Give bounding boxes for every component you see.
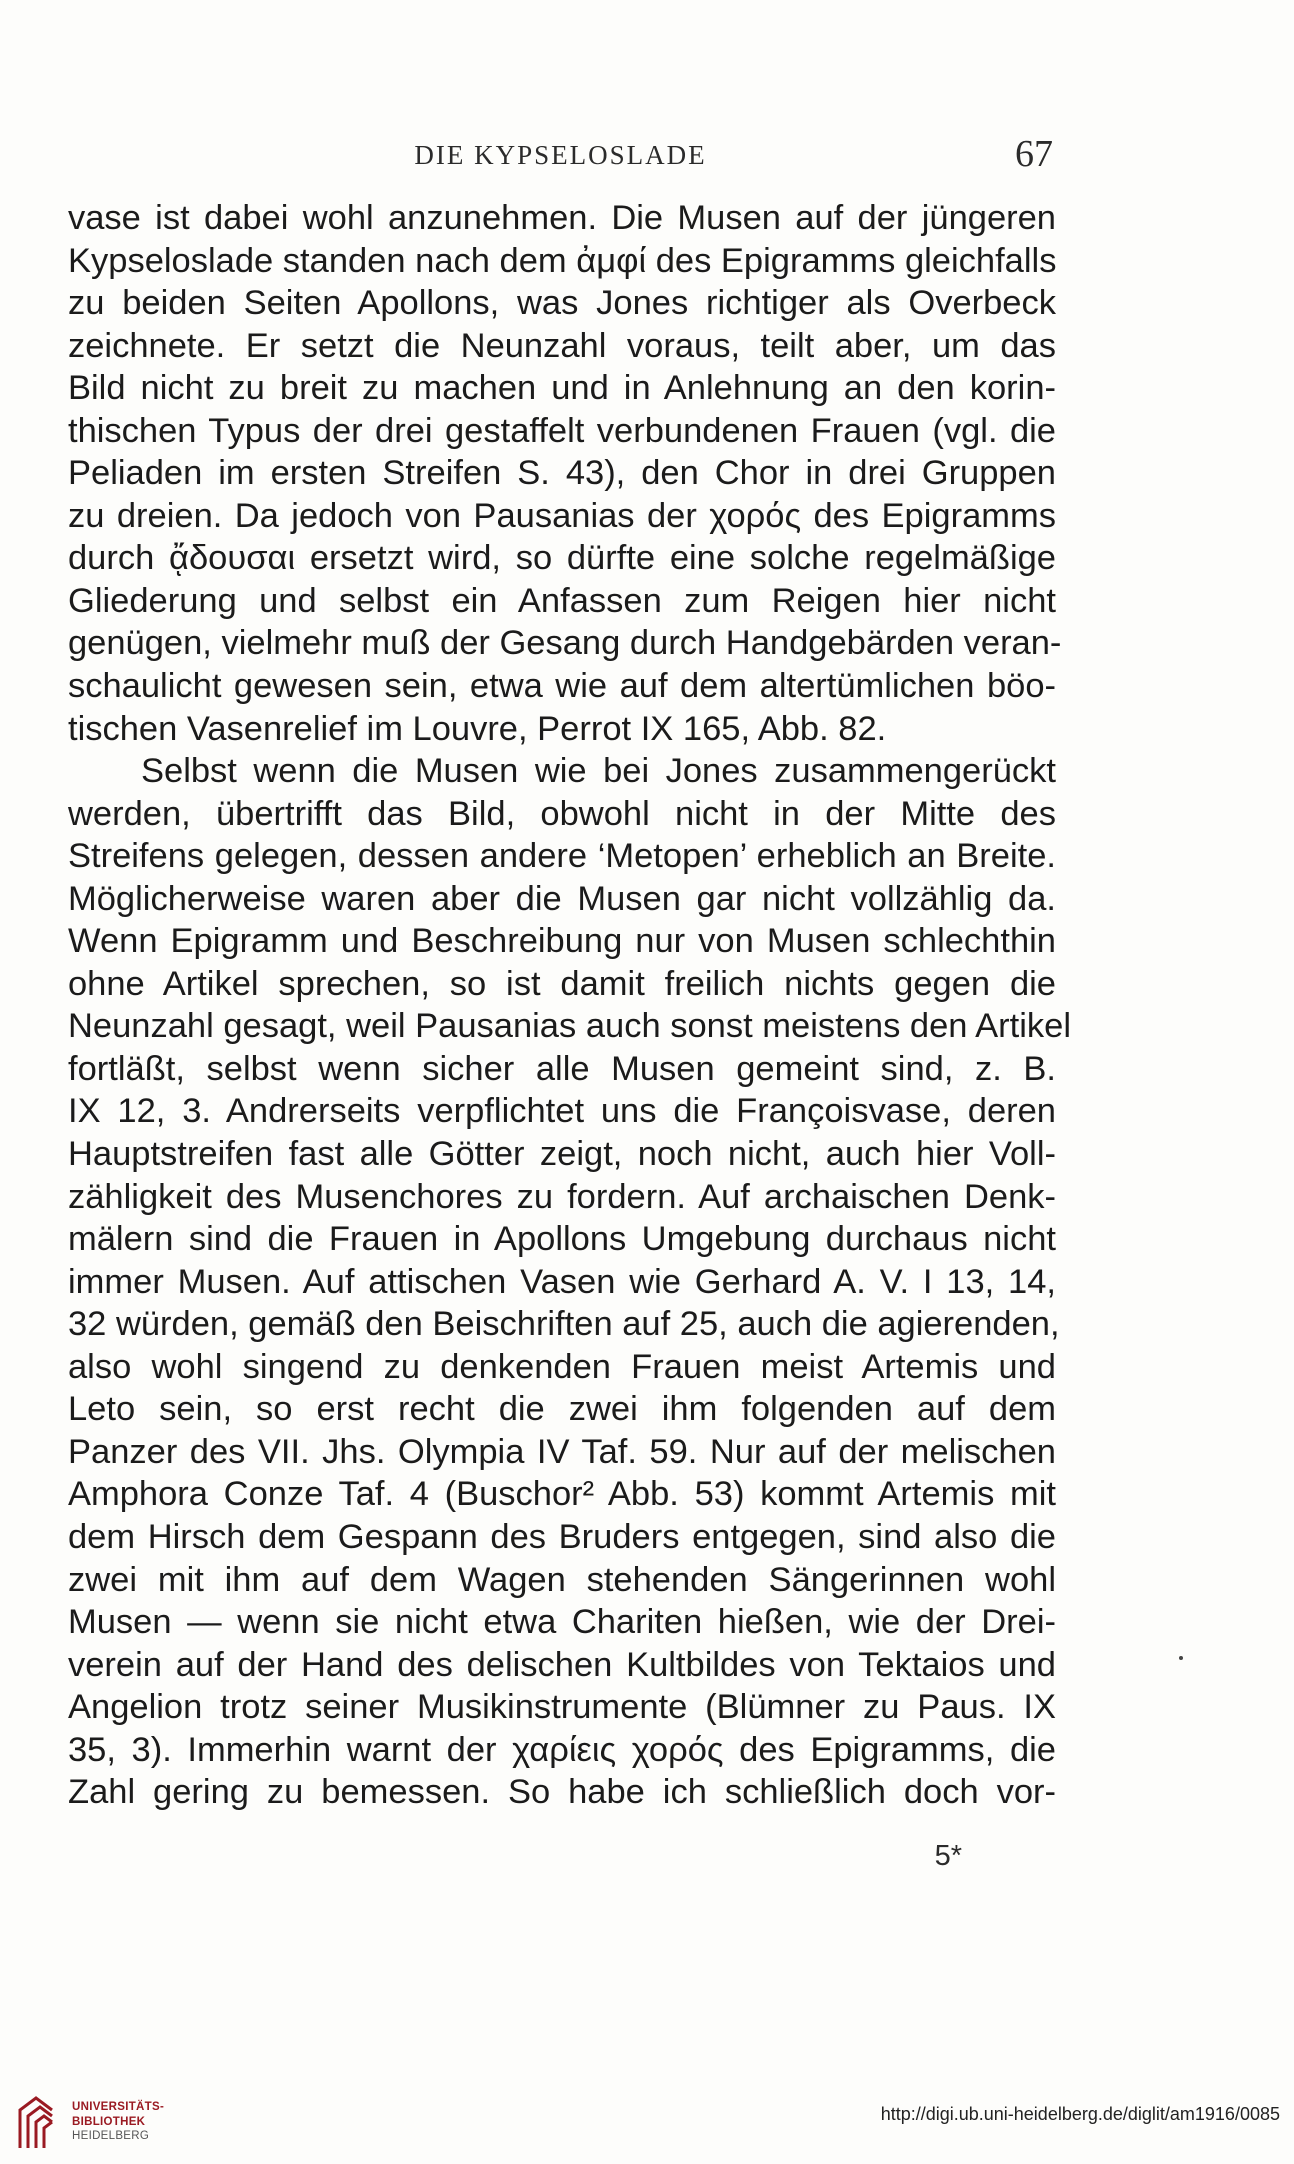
text-line: Hauptstreifen fast alle Götter zeigt, noch nicht, auch hier Voll- bbox=[68, 1135, 1056, 1174]
text-line: fortläßt, selbst wenn sicher alle Musen gemeint sind, z. B. bbox=[68, 1049, 1056, 1088]
paragraph-first-line: Selbst wenn die Musen wie bei Jones zusammengerückt bbox=[141, 752, 1056, 791]
text-line: Neunzahl gesagt, weil Pausanias auch sonst meistens den Artikel bbox=[68, 1007, 1071, 1046]
text-line: Möglicherweise waren aber die Musen gar nicht vollzählig da. bbox=[68, 879, 1056, 918]
source-url[interactable]: http://digi.ub.uni-heidelberg.de/diglit/am1916/0085 bbox=[880, 2104, 1280, 2124]
text-line: zwei mit ihm auf dem Wagen stehenden Sängerinnen wohl bbox=[68, 1560, 1056, 1599]
text-line: Wenn Epigramm und Beschreibung nur von Musen schlechthin bbox=[68, 922, 1056, 961]
text-line: durch ᾄδουσαι ersetzt wird, so dürfte eine solche regelmäßige bbox=[68, 539, 1056, 578]
text-line: Leto sein, so erst recht die zwei ihm folgenden auf dem bbox=[68, 1390, 1056, 1429]
text-line: Musen — wenn sie nicht etwa Chariten hießen, wie der Drei- bbox=[68, 1603, 1056, 1642]
text-line: IX 12, 3. Andrerseits verpflichtet uns die Françoisvase, deren bbox=[68, 1092, 1056, 1131]
text-line: verein auf der Hand des delischen Kultbildes von Tektaios und bbox=[68, 1645, 1056, 1684]
text-line: tischen Vasenrelief im Louvre, Perrot IX 165, Abb. 82. bbox=[68, 709, 887, 748]
page-number: 67 bbox=[1015, 133, 1053, 175]
text-line: Panzer des VII. Jhs. Olympia IV Taf. 59. Nur auf der melischen bbox=[68, 1432, 1056, 1471]
page-footer bbox=[0, 2074, 1294, 2164]
text-line: immer Musen. Auf attischen Vasen wie Gerhard A. V. I 13, 14, bbox=[68, 1262, 1056, 1301]
text-line: ohne Artikel sprechen, so ist damit freilich nichts gegen die bbox=[68, 964, 1056, 1003]
text-line: 35, 3). Immerhin warnt der χαρίεις χορός des Epigramms, die bbox=[68, 1730, 1056, 1769]
text-line: schaulicht gewesen sein, etwa wie auf dem altertümlichen böo- bbox=[68, 667, 1056, 706]
text-line: mälern sind die Frauen in Apollons Umgebung durchaus nicht bbox=[68, 1220, 1056, 1259]
text-line: dem Hirsch dem Gespann des Bruders entgegen, sind also die bbox=[68, 1517, 1056, 1556]
text-line: also wohl singend zu denkenden Frauen meist Artemis und bbox=[68, 1347, 1056, 1386]
text-line: zähligkeit des Musenchores zu fordern. Auf archaischen Denk- bbox=[68, 1177, 1056, 1216]
library-logo-icon bbox=[14, 2092, 58, 2150]
text-line: Kypseloslade standen nach dem ἀμφί des Epigramms gleichfalls bbox=[68, 241, 1057, 280]
text-line: Gliederung und selbst ein Anfassen zum Reigen hier nicht bbox=[68, 581, 1056, 620]
text-line: thischen Typus der drei gestaffelt verbundenen Frauen (vgl. die bbox=[68, 411, 1056, 450]
text-line: vase ist dabei wohl anzunehmen. Die Musen auf der jüngeren bbox=[68, 199, 1056, 237]
text-line: zu beiden Seiten Apollons, was Jones richtiger als Overbeck bbox=[68, 284, 1056, 323]
text-line: zeichnete. Er setzt die Neunzahl voraus, teilt aber, um das bbox=[68, 326, 1056, 365]
text-line: Streifens gelegen, dessen andere ‘Metopen’ erheblich an Breite. bbox=[68, 837, 1056, 876]
text-line: zu dreien. Da jedoch von Pausanias der χορός des Epigramms bbox=[68, 496, 1056, 535]
text-line: Peliaden im ersten Streifen S. 43), den Chor in drei Gruppen bbox=[68, 454, 1056, 493]
text-line: Bild nicht zu breit zu machen und in Anlehnung an den korin- bbox=[68, 369, 1056, 408]
text-line: Amphora Conze Taf. 4 (Buschor² Abb. 53) kommt Artemis mit bbox=[68, 1475, 1056, 1514]
running-title: DIE KYPSELOSLADE bbox=[414, 140, 707, 170]
body-text bbox=[68, 197, 1071, 1814]
library-name bbox=[72, 2100, 164, 2144]
page-header bbox=[68, 128, 1053, 175]
library-name-line: HEIDELBERG bbox=[72, 2130, 150, 2142]
library-name-line: UNIVERSITÄTS- bbox=[72, 2101, 165, 2113]
text-line: genügen, vielmehr muß der Gesang durch Handgebärden veran- bbox=[68, 624, 1062, 663]
text-line: Angelion trotz seiner Musikinstrumente (Blümner zu Paus. IX bbox=[68, 1688, 1056, 1727]
margin-speck bbox=[1179, 1656, 1183, 1660]
library-name-line: BIBLIOTHEK bbox=[72, 2115, 146, 2128]
text-line: 32 würden, gemäß den Beischriften auf 25, auch die agierenden, bbox=[68, 1305, 1060, 1344]
signature-mark: 5* bbox=[934, 1840, 962, 1872]
text-line: Zahl gering zu bemessen. So habe ich schließlich doch vor- bbox=[68, 1773, 1056, 1812]
text-line: werden, übertrifft das Bild, obwohl nicht in der Mitte des bbox=[68, 794, 1056, 833]
